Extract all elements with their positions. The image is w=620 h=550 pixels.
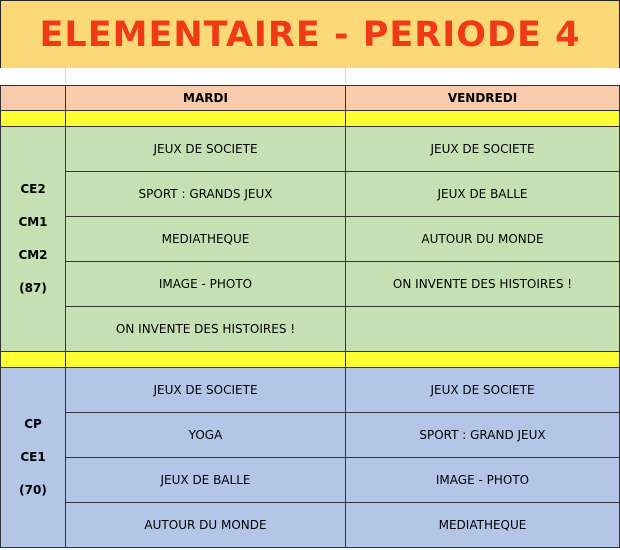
activity-cell: JEUX DE BALLE	[346, 172, 620, 217]
activity-cell	[346, 307, 620, 352]
group-label-line: CM1	[18, 215, 48, 229]
activity-cell: JEUX DE SOCIETE	[66, 127, 346, 172]
activity-cell: JEUX DE SOCIETE	[66, 368, 346, 413]
separator-row	[1, 111, 620, 127]
header-cell-group	[1, 86, 66, 111]
table-row	[1, 503, 620, 548]
page-title: ELEMENTAIRE - PERIODE 4	[0, 0, 620, 69]
table-row	[1, 458, 620, 503]
table-row	[1, 217, 620, 262]
activity-cell: JEUX DE SOCIETE	[346, 127, 620, 172]
table-row	[1, 127, 620, 172]
activity-cell: SPORT : GRAND JEUX	[346, 413, 620, 458]
activity-cell: SPORT : GRANDS JEUX	[66, 172, 346, 217]
group-label-line: CM2	[18, 248, 48, 262]
table-row	[1, 413, 620, 458]
activity-cell: JEUX DE BALLE	[66, 458, 346, 503]
group-label-line: (87)	[19, 281, 47, 295]
table-row	[1, 262, 620, 307]
header-row	[1, 86, 620, 111]
header-cell-vendredi: VENDREDI	[346, 86, 620, 111]
activity-cell: AUTOUR DU MONDE	[66, 503, 346, 548]
table-row	[1, 307, 620, 352]
activity-cell: YOGA	[66, 413, 346, 458]
activity-cell: JEUX DE SOCIETE	[346, 368, 620, 413]
table-row	[1, 172, 620, 217]
separator-row	[1, 352, 620, 368]
activity-cell: ON INVENTE DES HISTOIRES !	[66, 307, 346, 352]
table-row	[1, 368, 620, 413]
group-label-ce2-cm1-cm2	[1, 127, 66, 352]
divider	[65, 68, 66, 85]
header-cell-mardi: MARDI	[66, 86, 346, 111]
group-label-line: CE2	[20, 182, 46, 196]
activity-cell: IMAGE - PHOTO	[66, 262, 346, 307]
divider	[345, 68, 346, 85]
activity-cell: AUTOUR DU MONDE	[346, 217, 620, 262]
schedule-table	[0, 85, 620, 548]
group-label-line: CE1	[20, 450, 46, 464]
activity-cell: MEDIATHEQUE	[346, 503, 620, 548]
activity-cell: ON INVENTE DES HISTOIRES !	[346, 262, 620, 307]
group-label-line: CP	[24, 417, 42, 431]
spacer-row	[0, 68, 620, 85]
group-label-cp-ce1	[1, 368, 66, 548]
activity-cell: IMAGE - PHOTO	[346, 458, 620, 503]
activity-cell: MEDIATHEQUE	[66, 217, 346, 262]
group-label-line: (70)	[19, 483, 47, 497]
